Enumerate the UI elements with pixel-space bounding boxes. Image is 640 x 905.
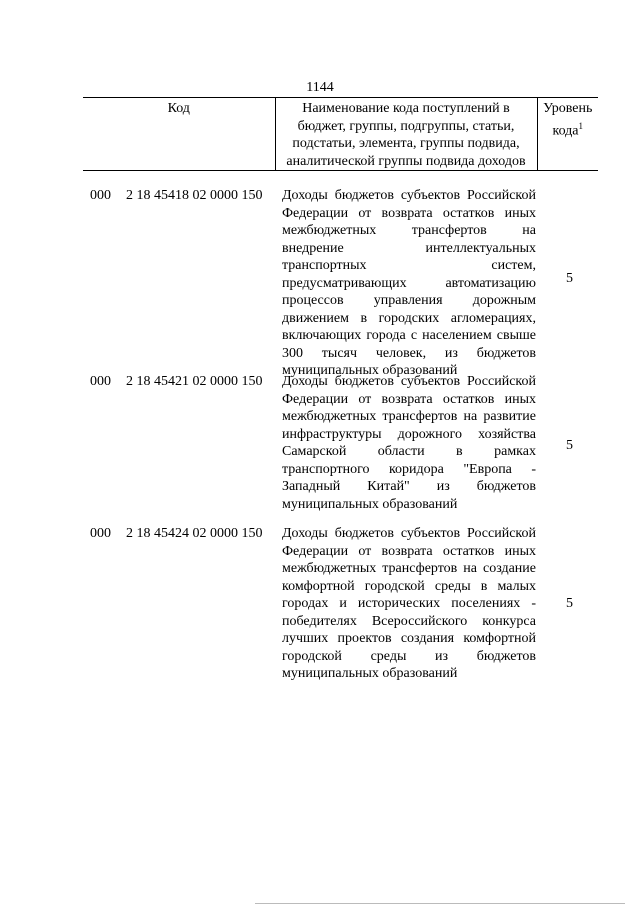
header-name-label: Наименование кода поступлений в бюджет, группы, подгруппы, статьи, подстатьи, элемента, группы подвида, аналитической группы подвида доходов [286,101,526,169]
table-header [83,97,598,171]
page-edge-line [255,903,625,904]
page-number: 1144 [306,80,334,95]
row-prefix: 000 [90,526,111,541]
row-code: 2 18 45418 02 0000 150 [126,188,263,203]
header-name [275,98,537,171]
header-code-label: Код [167,101,190,116]
row-description: Доходы бюджетов субъектов Российской Федерации от возврата остатков иных межбюджетных трансфертов на создание комфортной городской среды в малых городах и исторических поселениях - победителях Всероссийского конкурса лучших проектов создания комфортной городской среды из бюджетов муниципальных образований [282,526,536,681]
row-description: Доходы бюджетов субъектов Российской Федерации от возврата остатков иных межбюджетных трансфертов на развитие инфраструктуры дорожного хозяйства Самарской области в рамках транспортного коридора "Европа - Западный Китай" из бюджетов муниципальных образований [282,374,536,512]
row-prefix: 000 [90,188,111,203]
header-level [537,98,598,171]
header-level-footnote: 1 [578,120,584,131]
row-code: 2 18 45421 02 0000 150 [126,374,263,389]
row-code: 2 18 45424 02 0000 150 [126,526,263,541]
row-level: 5 [566,596,573,611]
row-level: 5 [566,438,573,453]
row-description: Доходы бюджетов субъектов Российской Федерации от возврата остатков иных межбюджетных трансфертов на внедрение интеллектуальных транспортных систем, предусматривающих автоматизацию процессов управления дорожным движением в городских агломерациях, включающих города с населением свыше 300 тысяч человек, из бюджетов муниципальных образований [282,188,536,378]
header-code [83,98,275,171]
row-prefix: 000 [90,374,111,389]
header-level-label: Уровень кода [543,101,593,139]
row-level: 5 [566,271,573,286]
